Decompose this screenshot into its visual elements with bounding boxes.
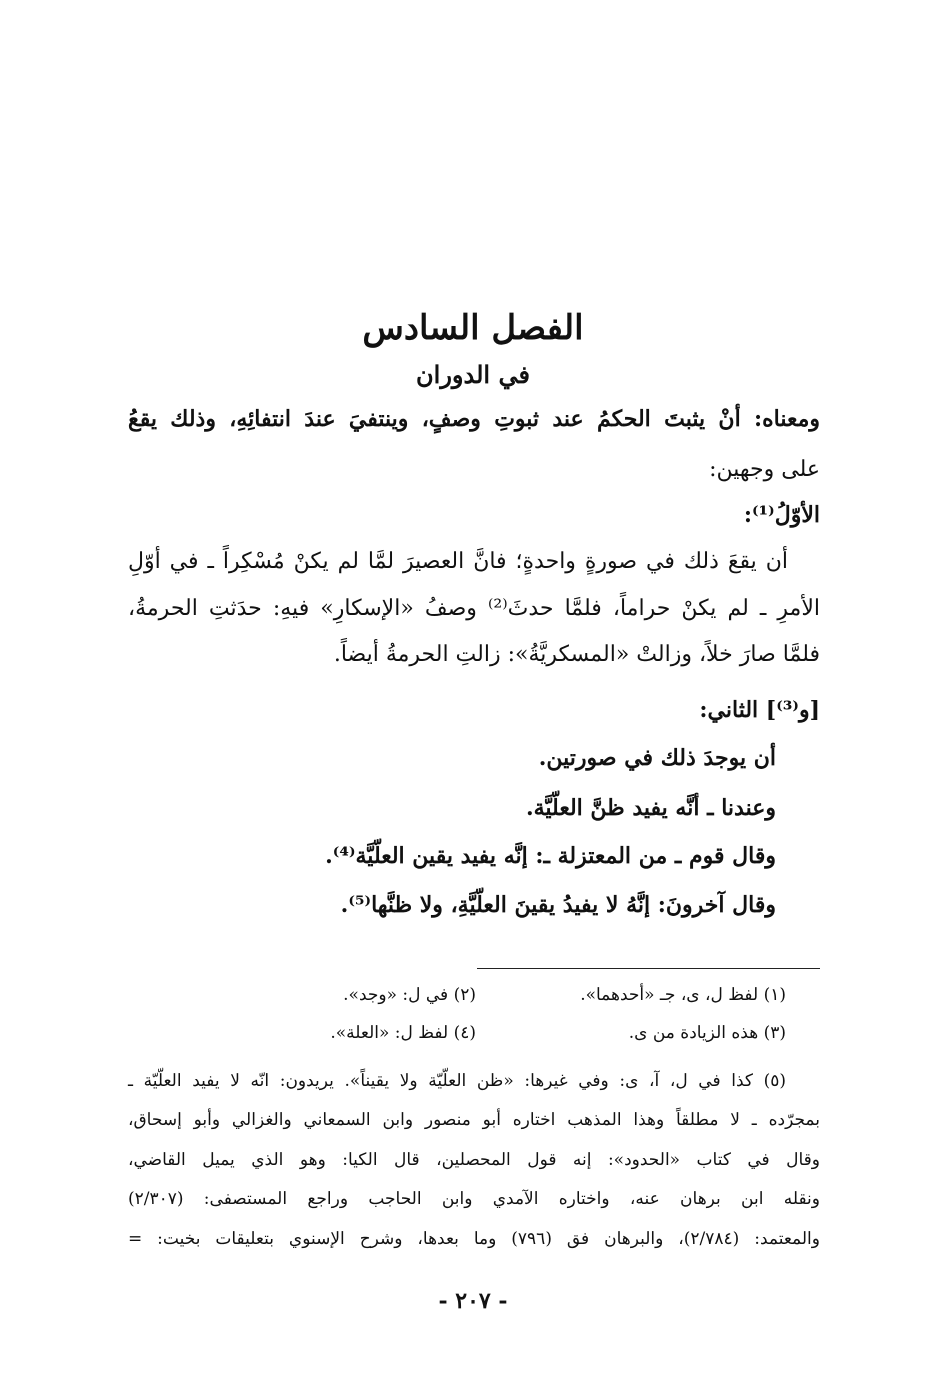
footnote-1: (١) لفظ ل، ى، جـ «أحدهما». bbox=[580, 985, 786, 1005]
chapter-title: الفصل السادس bbox=[362, 308, 584, 348]
definition-line-1: ومعناه: أنْ يثبتَ الحكمُ عند ثبوتِ وصفٍ، وينتفيَ عندَ انتفائِهِ، وذلك يقعُ bbox=[128, 406, 820, 432]
second-line-2: وعندنا ـ أنَّه يفيد ظنَّ العلّيَّة. bbox=[525, 795, 776, 821]
first-paragraph-line-2: الأمرِ ـ لم يكنْ حراماً، فلمَّا حدثَ⁽²⁾ وصفُ «الإسكارِ» فيهِ: حدَثتِ الحرمةُ، bbox=[128, 596, 820, 621]
footnote-divider bbox=[477, 968, 820, 969]
second-line-1: أن يوجدَ ذلك في صورتين. bbox=[538, 745, 776, 771]
footnote-5-line-2: بمجرّده ـ لا مطلقاً وهذا المذهب اختاره أبو منصور وابن السمعاني والغزالي وأبو إسحاق، bbox=[128, 1110, 820, 1130]
second-line-4: وقال آخرونَ: إنَّهُ لا يفيدُ يقينَ العلّيَّةِ، ولا ظنَّها⁽⁵⁾. bbox=[340, 892, 776, 918]
second-line-3: وقال قوم ـ من المعتزلة ـ: إنَّه يفيد يقين العلّيَّة⁽⁴⁾. bbox=[325, 843, 776, 869]
definition-line-2: على وجهين: bbox=[709, 457, 820, 482]
first-paragraph-line-1: أن يقعَ ذلك في صورةٍ واحدةٍ؛ فانَّ العصيرَ لمَّا لم يكنْ مُسْكِراً ـ في أوّلِ bbox=[128, 549, 788, 574]
footnote-5-line-5: والمعتمد: (٢/٧٨٤)، والبرهان فق (٧٩٦) وما بعدها، وشرح الإسنوي بتعليقات بخيت: = bbox=[128, 1229, 820, 1249]
footnote-5-line-1: (٥) كذا في ل، آ، ى: وفي غيرها: «ظن العلّيّة ولا يقيناً». يريدون: انّه لا يفيد العلّيّة ـ bbox=[128, 1071, 786, 1091]
footnote-3: (٣) هذه الزيادة من ى. bbox=[628, 1023, 786, 1043]
second-heading: [و⁽³⁾] الثاني: bbox=[699, 697, 820, 723]
section-title: في الدوران bbox=[416, 360, 530, 389]
footnote-5-line-4: ونقله ابن برهان عنه، واختاره الآمدي وابن الحاجب وراجع المستصفى: (٢/٣٠٧) bbox=[128, 1189, 820, 1209]
first-heading: الأوّلُ⁽¹⁾: bbox=[743, 502, 820, 528]
footnote-2: (٢) في ل: «وجد». bbox=[343, 985, 476, 1005]
footnote-4: (٤) لفظ ل: «العلة». bbox=[330, 1023, 476, 1043]
first-paragraph-line-3: فلمَّا صارَ خلاً، وزالتْ «المسكريَّةُ»: زالتِ الحرمةُ أيضاً. bbox=[333, 642, 820, 667]
footnote-5-line-3: وقال في كتاب «الحدود»: إنه قول المحصلين، قال الكيا: وهو الذي يميل القاضي، bbox=[128, 1150, 820, 1170]
page-number: - ٢٠٧ - bbox=[438, 1288, 508, 1314]
